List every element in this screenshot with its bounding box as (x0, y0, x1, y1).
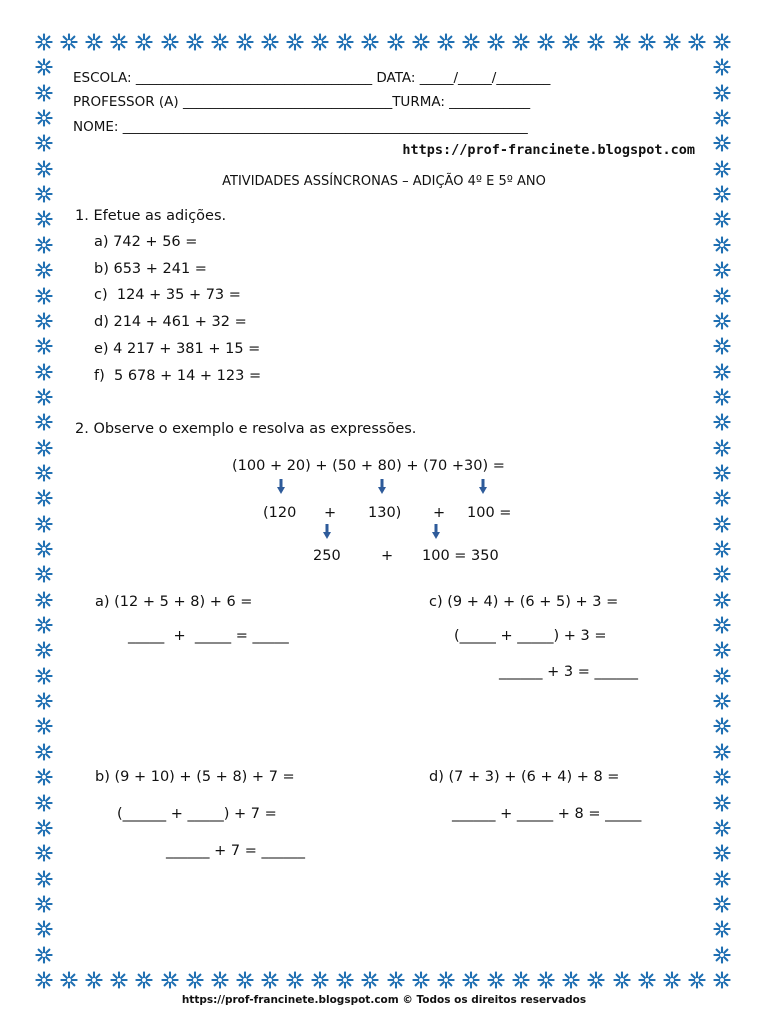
star-flower-icon (713, 540, 731, 558)
star-flower-icon (161, 33, 179, 51)
star-flower-icon (35, 616, 53, 634)
arrow-down-icon (277, 479, 285, 494)
star-flower-icon (537, 971, 555, 989)
star-flower-icon (35, 819, 53, 837)
star-flower-icon (186, 971, 204, 989)
star-flower-icon (110, 971, 128, 989)
star-flower-icon (135, 33, 153, 51)
star-flower-icon (437, 33, 455, 51)
star-flower-icon (211, 971, 229, 989)
star-flower-icon (713, 439, 731, 457)
example-line-2-d: + (433, 505, 446, 521)
star-flower-icon (713, 134, 731, 152)
star-flower-icon (638, 33, 656, 51)
star-flower-icon (713, 844, 731, 862)
star-flower-icon (35, 134, 53, 152)
star-flower-icon (35, 515, 53, 533)
star-flower-icon (713, 768, 731, 786)
star-flower-icon (713, 565, 731, 583)
star-flower-icon (412, 971, 430, 989)
star-flower-icon (713, 261, 731, 279)
q2-d-expression: d) (7 + 3) + (6 + 4) + 8 = (429, 769, 620, 785)
star-flower-icon (587, 971, 605, 989)
star-flower-icon (562, 971, 580, 989)
arrow-down-icon (432, 524, 440, 539)
star-flower-icon (311, 971, 329, 989)
star-flower-icon (713, 413, 731, 431)
star-flower-icon (487, 33, 505, 51)
example-line-3-a: 250 (313, 548, 341, 564)
star-flower-icon (512, 971, 530, 989)
star-flower-icon (713, 337, 731, 355)
star-flower-icon (135, 971, 153, 989)
q1-item-f: f) 5 678 + 14 + 123 = (94, 368, 262, 384)
q2-c-step-2: ______ + 3 = ______ (499, 664, 638, 680)
star-flower-icon (35, 413, 53, 431)
q2-d-step-1: ______ + _____ + 8 = _____ (452, 806, 642, 822)
star-flower-icon (713, 946, 731, 964)
star-flower-icon (713, 109, 731, 127)
star-flower-icon (713, 920, 731, 938)
star-flower-icon (713, 236, 731, 254)
star-flower-icon (713, 870, 731, 888)
star-flower-icon (713, 515, 731, 533)
example-line-3-c: 100 = 350 (422, 548, 499, 564)
star-flower-icon (613, 33, 631, 51)
star-flower-icon (713, 641, 731, 659)
q2-b-step-2: ______ + 7 = ______ (166, 843, 305, 859)
star-flower-icon (562, 33, 580, 51)
q1-item-e: e) 4 217 + 381 + 15 = (94, 341, 261, 357)
star-flower-icon (387, 33, 405, 51)
star-flower-icon (35, 287, 53, 305)
star-flower-icon (311, 33, 329, 51)
example-line-3-b: + (381, 548, 394, 564)
star-flower-icon (161, 971, 179, 989)
star-flower-icon (35, 489, 53, 507)
star-flower-icon (361, 971, 379, 989)
star-flower-icon (236, 971, 254, 989)
star-flower-icon (60, 33, 78, 51)
star-flower-icon (537, 33, 555, 51)
star-flower-icon (713, 363, 731, 381)
star-flower-icon (35, 312, 53, 330)
star-flower-icon (35, 692, 53, 710)
star-flower-icon (387, 971, 405, 989)
q2-a-step-1: _____ + _____ = _____ (128, 628, 289, 644)
star-flower-icon (35, 946, 53, 964)
star-flower-icon (512, 33, 530, 51)
q1-item-d: d) 214 + 461 + 32 = (94, 314, 247, 330)
arrow-down-icon (378, 479, 386, 494)
q2-b-step-1: (______ + _____) + 7 = (117, 806, 277, 822)
example-line-2-c: 130) (368, 505, 402, 521)
q2-b-expression: b) (9 + 10) + (5 + 8) + 7 = (95, 769, 295, 785)
star-flower-icon (35, 236, 53, 254)
star-flower-icon (35, 33, 53, 51)
star-flower-icon (35, 210, 53, 228)
escola-line: ESCOLA: ___________________________________ DATA: _____/_____/________ (73, 70, 551, 86)
star-flower-icon (713, 464, 731, 482)
star-flower-icon (286, 971, 304, 989)
header-url: https://prof-francinete.blogspot.com (402, 142, 695, 158)
star-flower-icon (663, 971, 681, 989)
star-flower-icon (35, 870, 53, 888)
star-flower-icon (638, 971, 656, 989)
star-flower-icon (261, 33, 279, 51)
star-flower-icon (35, 768, 53, 786)
example-line-2-a: (120 (263, 505, 297, 521)
star-flower-icon (60, 971, 78, 989)
star-flower-icon (713, 312, 731, 330)
star-flower-icon (713, 591, 731, 609)
q2-a-expression: a) (12 + 5 + 8) + 6 = (95, 594, 253, 610)
star-flower-icon (35, 540, 53, 558)
star-flower-icon (35, 743, 53, 761)
example-line-2-e: 100 = (467, 505, 512, 521)
star-flower-icon (713, 794, 731, 812)
star-flower-icon (35, 565, 53, 583)
star-flower-icon (688, 33, 706, 51)
star-flower-icon (35, 971, 53, 989)
star-flower-icon (35, 844, 53, 862)
star-flower-icon (437, 971, 455, 989)
q2-c-step-1: (_____ + _____) + 3 = (454, 628, 607, 644)
star-flower-icon (713, 971, 731, 989)
star-flower-icon (35, 667, 53, 685)
star-flower-icon (487, 971, 505, 989)
star-flower-icon (35, 58, 53, 76)
star-flower-icon (462, 33, 480, 51)
star-flower-icon (35, 591, 53, 609)
arrow-down-icon (323, 524, 331, 539)
example-line-2-b: + (324, 505, 337, 521)
star-flower-icon (713, 489, 731, 507)
star-flower-icon (713, 58, 731, 76)
footer-copyright: https://prof-francinete.blogspot.com © Todos os direitos reservados (181, 994, 587, 1006)
star-flower-icon (35, 920, 53, 938)
star-flower-icon (613, 971, 631, 989)
star-flower-icon (713, 287, 731, 305)
star-flower-icon (462, 971, 480, 989)
star-flower-icon (336, 33, 354, 51)
star-flower-icon (85, 971, 103, 989)
star-flower-icon (713, 743, 731, 761)
star-flower-icon (35, 109, 53, 127)
page-title: ATIVIDADES ASSÍNCRONAS – ADIÇÃO 4º E 5º ANO (222, 174, 546, 189)
star-flower-icon (35, 363, 53, 381)
professor-line: PROFESSOR (A) _______________________________TURMA: ____________ (73, 94, 531, 110)
star-flower-icon (35, 439, 53, 457)
nome-line: NOME: ____________________________________________________________ (73, 119, 528, 135)
star-flower-icon (35, 84, 53, 102)
star-flower-icon (587, 33, 605, 51)
star-flower-icon (663, 33, 681, 51)
star-flower-icon (35, 895, 53, 913)
star-flower-icon (236, 33, 254, 51)
star-flower-icon (713, 84, 731, 102)
star-flower-icon (35, 641, 53, 659)
star-flower-icon (110, 33, 128, 51)
star-flower-icon (261, 971, 279, 989)
star-flower-icon (336, 971, 354, 989)
star-flower-icon (412, 33, 430, 51)
q2-c-expression: c) (9 + 4) + (6 + 5) + 3 = (429, 594, 619, 610)
star-flower-icon (361, 33, 379, 51)
q2-prompt: 2. Observe o exemplo e resolva as expressões. (75, 421, 417, 437)
star-flower-icon (713, 895, 731, 913)
star-flower-icon (713, 388, 731, 406)
star-flower-icon (713, 717, 731, 735)
star-flower-icon (35, 388, 53, 406)
star-flower-icon (713, 33, 731, 51)
arrow-down-icon (479, 479, 487, 494)
star-flower-icon (35, 464, 53, 482)
star-flower-icon (85, 33, 103, 51)
star-flower-icon (211, 33, 229, 51)
star-flower-icon (286, 33, 304, 51)
q1-item-c: c) 124 + 35 + 73 = (94, 287, 241, 303)
q1-item-a: a) 742 + 56 = (94, 234, 198, 250)
star-flower-icon (713, 692, 731, 710)
star-flower-icon (713, 819, 731, 837)
star-flower-icon (35, 717, 53, 735)
star-flower-icon (713, 210, 731, 228)
star-flower-icon (35, 337, 53, 355)
q1-prompt: 1. Efetue as adições. (75, 208, 227, 224)
star-flower-icon (713, 667, 731, 685)
q1-item-b: b) 653 + 241 = (94, 261, 207, 277)
example-line-1: (100 + 20) + (50 + 80) + (70 +30) = (232, 458, 505, 474)
star-flower-icon (35, 261, 53, 279)
star-flower-icon (713, 616, 731, 634)
star-flower-icon (688, 971, 706, 989)
star-flower-icon (35, 794, 53, 812)
star-flower-icon (186, 33, 204, 51)
